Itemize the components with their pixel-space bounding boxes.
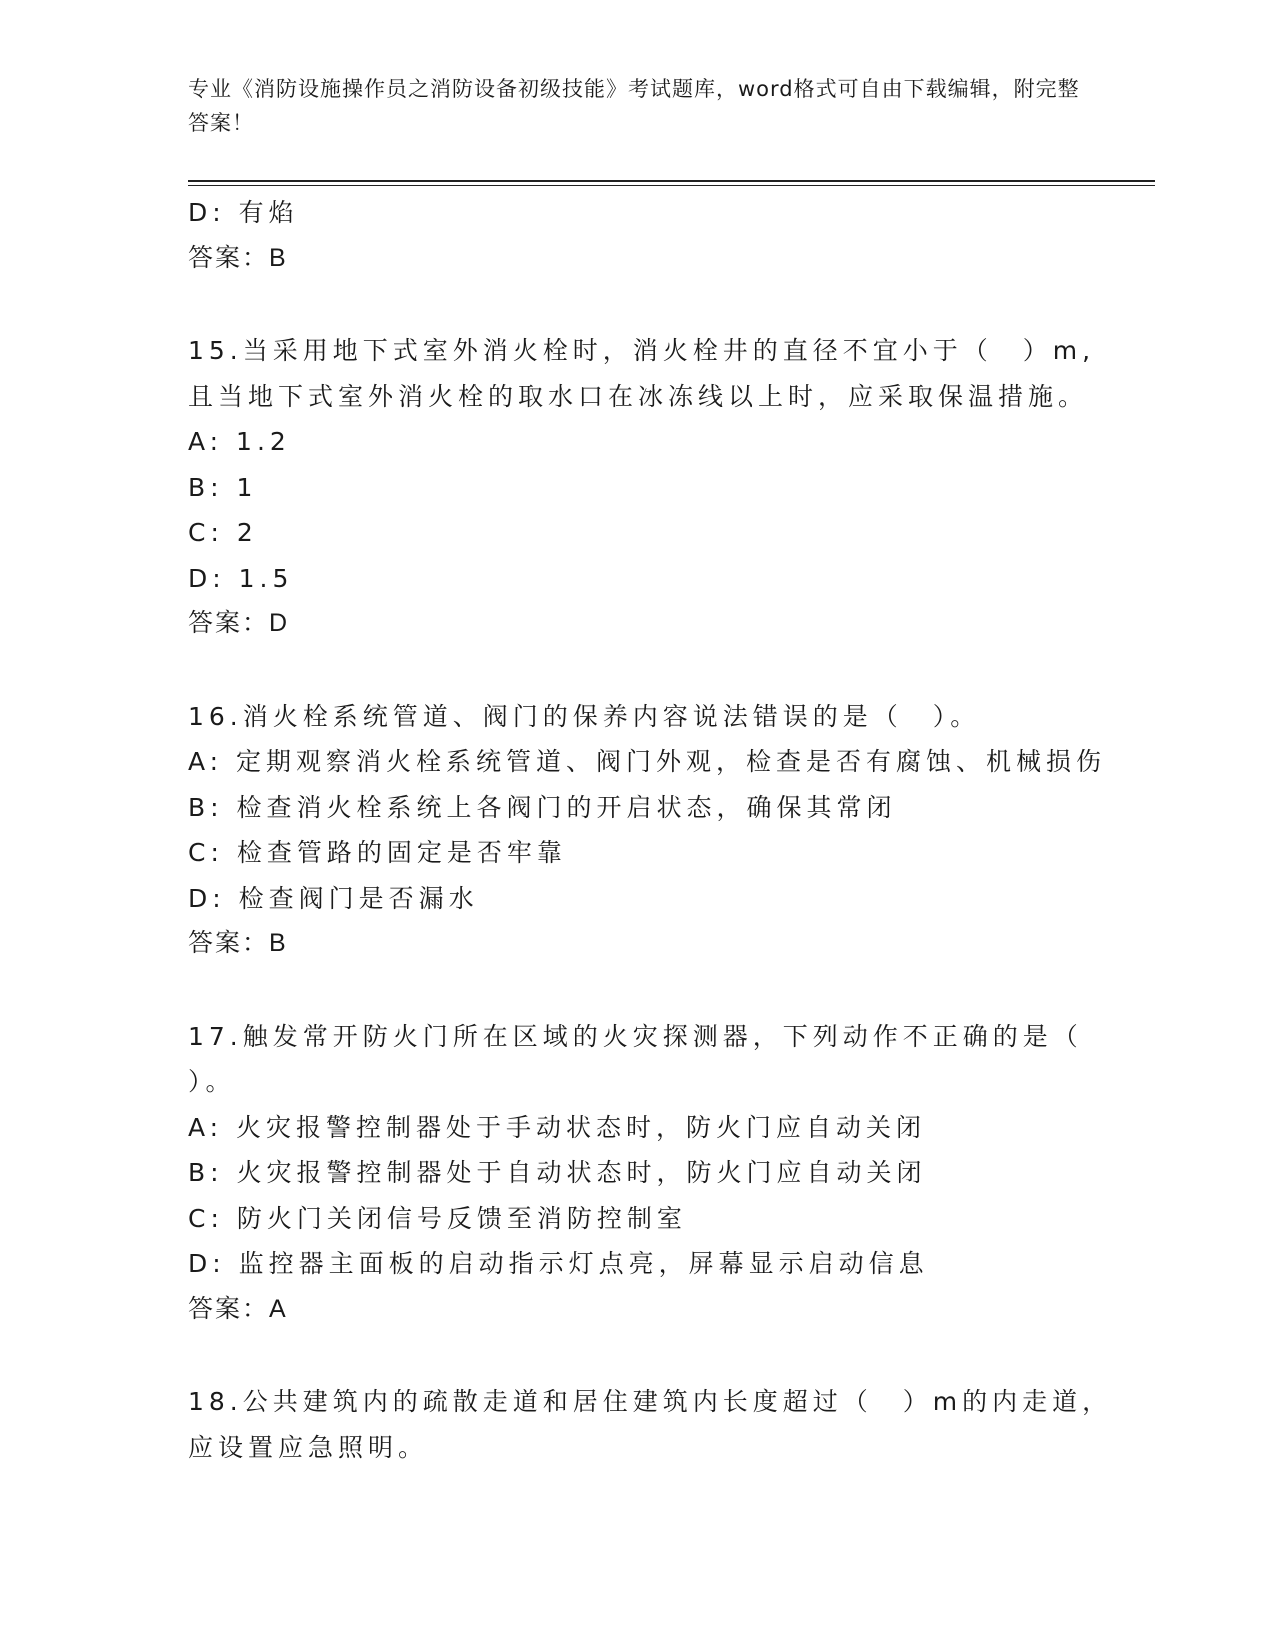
option-b: B: 火灾报警控制器处于自动状态时，防火门应自动关闭: [188, 1158, 927, 1187]
answer-line: 答案：D: [188, 609, 290, 637]
option-c: C: 2: [188, 518, 258, 547]
option-b: B: 1: [188, 472, 258, 502]
question-list: [188, 190, 1113, 1470]
option-b: B: 检查消火栓系统上各阀门的开启状态，确保其常闭: [188, 792, 897, 822]
question-stem: 15.当采用地下式室外消火栓时，消火栓井的直径不宜小于（ ）m,: [188, 336, 1096, 365]
option-c: C: 检查管路的固定是否牢靠: [188, 838, 567, 867]
answer-line: 答案：B: [188, 929, 288, 957]
header-divider: [188, 180, 1155, 182]
question-15: [188, 328, 1096, 647]
question-spacer: [188, 1332, 1088, 1379]
question-stem: 17.触发常开防火门所在区域的火灾探测器，下列动作不正确的是（: [188, 1021, 1083, 1051]
option-d: D: 监控器主面板的启动指示灯点亮，屏幕显示启动信息: [188, 1249, 929, 1278]
question-spacer: [188, 647, 1088, 694]
question-16: [188, 694, 1107, 967]
option-a: A: 火灾报警控制器处于手动状态时，防火门应自动关闭: [188, 1112, 927, 1142]
question-17: [188, 1014, 1088, 1333]
answer-line: 答案：A: [188, 1294, 288, 1323]
option-a: A: 1.2: [188, 427, 291, 456]
header-text: 专业《消防设施操作员之消防设备初级技能》考试题库，word格式可自由下载编辑，附完整答案！: [188, 77, 1080, 135]
answer-line: 答案：B: [188, 243, 288, 272]
question-stem: 应设置应急照明。: [188, 1432, 429, 1462]
option-d: D: 有焰: [188, 198, 299, 227]
option-d: D: 1.5: [188, 563, 294, 593]
option-a: A: 定期观察消火栓系统管道、阀门外观，检查是否有腐蚀、机械损伤: [188, 747, 1107, 776]
question-spacer: [188, 281, 1088, 328]
question-stem: 18.公共建筑内的疏散走道和居住建筑内长度超过（ ）m的内走道，: [188, 1387, 1113, 1416]
question-stem: 且当地下式室外消火栓的取水口在冰冻线以上时，应采取保温措施。: [188, 381, 1089, 411]
option-c: C: 防火门关闭信号反馈至消防控制室: [188, 1203, 687, 1233]
option-d: D: 检查阀门是否漏水: [188, 883, 479, 913]
document-header: [188, 72, 1088, 140]
question-stem: ）。: [188, 1067, 236, 1096]
question-18: [188, 1379, 1113, 1470]
header-divider-thin: [188, 185, 1155, 186]
question-spacer: [188, 967, 1088, 1014]
question-stem: 16.消火栓系统管道、阀门的保养内容说法错误的是（ ）。: [188, 701, 981, 731]
